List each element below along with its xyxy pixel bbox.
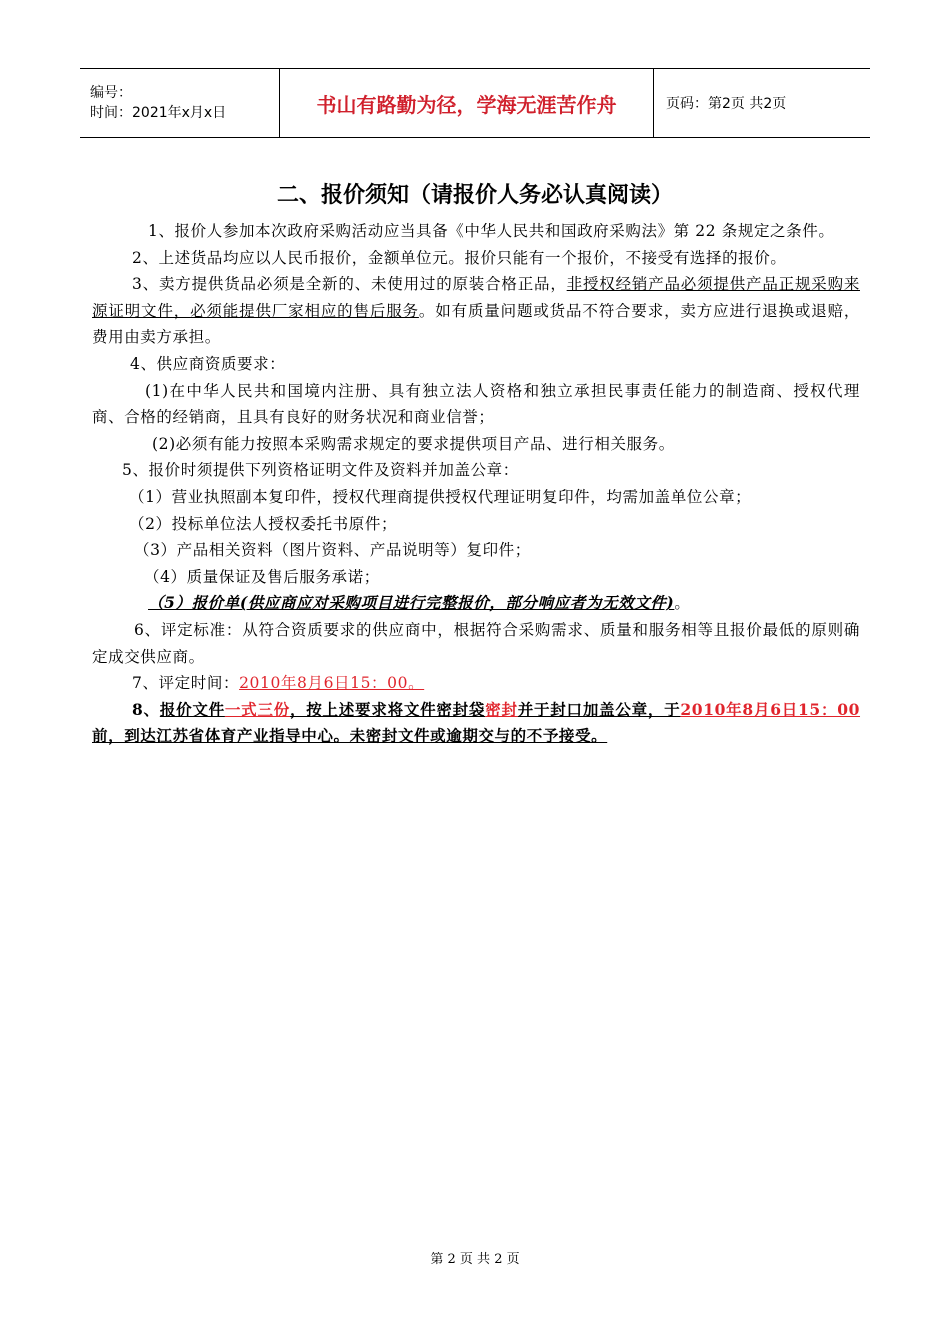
paragraph-5: 5、报价时须提供下列资格证明文件及资料并加盖公章：: [122, 461, 519, 480]
page-footer: 第 2 页 共 2 页: [430, 1252, 520, 1267]
seal-requirement: 密封: [485, 699, 518, 719]
paragraph-5-item-5: [92, 590, 860, 617]
document-body: [92, 218, 860, 750]
submission-location: 前，到达江苏省体育产业指导中心: [92, 726, 334, 746]
header-page-info: 页码：第2页 共2页: [666, 96, 787, 112]
paragraph-8-part-c: ，按上述要求将文件密封袋: [289, 699, 486, 719]
paragraph-2: 2、上述货品均应以人民币报价，金额单位元。报价只能有一个报价，不接受有选择的报价。: [132, 248, 787, 267]
header-page-cell: [654, 69, 870, 137]
paragraph-1: 1、报价人参加本次政府采购活动应当具备《中华人民共和国政府采购法》第 22 条规定之条件。: [148, 222, 835, 240]
paragraph-8-number: 8、: [132, 699, 160, 719]
paragraph-5-item-4: （4）质量保证及售后服务承诺；: [144, 567, 380, 586]
header-meta-cell: [80, 69, 280, 137]
paragraph-3: [92, 271, 860, 351]
evaluation-time-value: 2010年8月6日15：00。: [239, 674, 425, 693]
paragraph-5-item-1: （1）营业执照副本复印件，授权代理商提供授权代理证明复印件，均需加盖单位公章；: [129, 487, 752, 506]
paragraph-4-item-1: (1)在中华人民共和国境内注册、具有独立法人资格和独立承担民事责任能力的制造商、授权代理商、合格的经销商，且具有良好的财务状况和商业信誉；: [92, 381, 860, 427]
paragraph-8-end: 。未密封文件或逾期交与的不予接受。: [333, 726, 608, 746]
header-motto: 书山有路勤为径，学海无涯苦作舟: [316, 92, 617, 117]
quote-form-requirement: （5）报价单(供应商应对采购项目进行完整报价，部分响应者为无效文件): [148, 593, 675, 613]
paragraph-3-start: 3、卖方提供货品必须是全新的、未使用过的原装合格正品，: [132, 275, 567, 294]
document-number-label: 编号：: [90, 85, 132, 101]
paragraph-3-underlined: 非授权经销产品必须提供产品正规采购来源证明文件，必须能提供厂家相应的售后服务: [92, 275, 860, 320]
evaluation-time-label: 7、评定时间：: [132, 674, 240, 693]
copies-requirement: 一式三份: [224, 699, 290, 719]
paragraph-5-item-2: （2）投标单位法人授权委托书原件；: [129, 514, 398, 533]
paragraph-5-item-3: （3）产品相关资料（图片资料、产品说明等）复印件；: [134, 541, 531, 560]
section-title: 二、报价须知（请报价人务必认真阅读）: [276, 183, 673, 208]
quote-form-period: 。: [674, 594, 691, 613]
deadline-date: 2010年8月6日15：00: [680, 699, 861, 719]
document-time: 时间：2021年x月x日: [90, 105, 227, 121]
paragraph-4: 4、供应商资质要求：: [130, 354, 286, 373]
paragraph-3-end: 。如有质量问题或货品不符合要求，卖方应进行退换或退赔，费用由卖方承担。: [92, 301, 860, 347]
paragraph-8-part-a: 报价文件: [159, 699, 225, 719]
header-motto-cell: [280, 69, 654, 137]
paragraph-4-item-2: (2)必须有能力按照本采购需求规定的要求提供项目产品、进行相关服务。: [152, 434, 675, 453]
paragraph-8-part-e: 并于封口加盖公章，于: [517, 699, 681, 719]
paragraph-8: [92, 697, 860, 750]
paragraph-6: 6、评定标准：从符合资质要求的供应商中，根据符合采购需求、质量和服务相等且报价最低的原则确定成交供应商。: [92, 620, 860, 666]
header-table: [80, 68, 870, 138]
paragraph-7: [92, 670, 860, 697]
